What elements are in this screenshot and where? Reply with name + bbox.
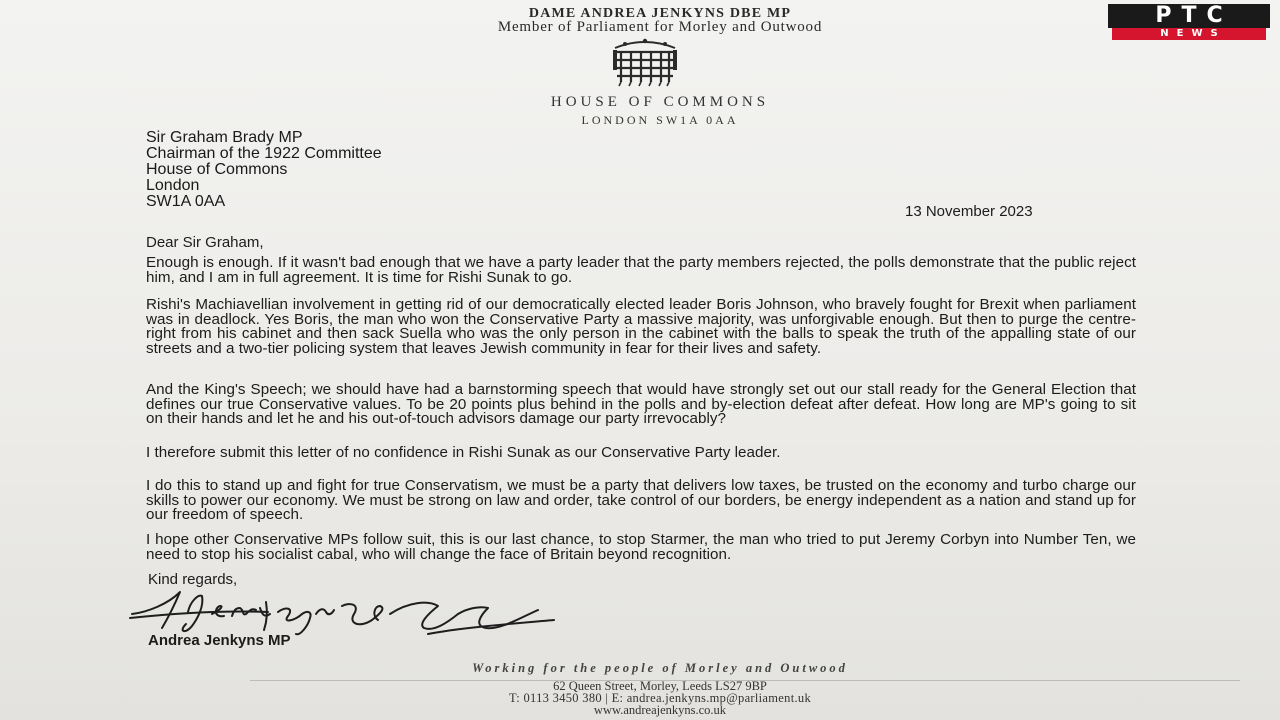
body-paragraph: And the King's Speech; we should have had a barnstorming speech that would have strongly set out our stall ready for the General Election that defines our true Conservative values. To be 20 points plus behind in the polls and by-election defeat after defeat. How long are MP's going to sit on their hands and let he and his out-of-touch advisors damage our party irrevocably?	[146, 381, 1136, 427]
footer-website: www.andreajenkyns.co.uk	[593, 703, 727, 717]
body-paragraph: I therefore submit this letter of no confidence in Rishi Sunak as our Conservative Party leader.	[146, 444, 781, 461]
recipient-line: SW1A 0AA	[146, 193, 226, 210]
recipient-line: Chairman of the 1922 Committee	[146, 145, 382, 162]
body-paragraph: I hope other Conservative MPs follow suit, this is our last chance, to stop Starmer, the man who tried to put Jeremy Corbyn into Number Ten, we need to stop his socialist cabal, who will change the face of Britain beyond recognition.	[146, 531, 1136, 563]
footer-contact: T: 0113 3450 380 | E: andrea.jenkyns.mp@parliament.uk	[508, 691, 812, 705]
signer-name: Andrea Jenkyns MP	[148, 632, 291, 649]
recipient-line: Sir Graham Brady MP	[146, 129, 303, 146]
body-paragraph: Enough is enough. If it wasn't bad enough that we have a party leader that the party members rejected, the polls demonstrate that the public reject him, and I am in full agreement. It is time for Rishi Sunak to go.	[146, 254, 1136, 286]
ptc-logo-sub: NEWS	[1112, 28, 1266, 40]
ptc-logo-brand: PTC	[1108, 4, 1270, 28]
letter-date: 13 November 2023	[905, 203, 1033, 220]
recipient-line: House of Commons	[146, 161, 288, 178]
letterhead-mp-name: DAME ANDREA JENKYNS DBE MP	[528, 6, 792, 21]
closing: Kind regards,	[148, 571, 238, 588]
footer-tagline: Working for the people of Morley and Outwood	[472, 661, 848, 675]
body-paragraph: I do this to stand up and fight for true Conservatism, we must be a party that delivers low taxes, be trusted on the economy and turbo charge our skills to power our economy. We must be strong on law and order, take control of our borders, be energy independent as a nation and stand up for our freedom of speech.	[146, 477, 1136, 523]
portcullis-icon	[611, 38, 679, 88]
salutation: Dear Sir Graham,	[146, 234, 264, 251]
recipient-address	[146, 130, 382, 210]
recipient-line: London	[146, 177, 200, 194]
footer-address: 62 Queen Street, Morley, Leeds LS27 9BP	[553, 679, 767, 693]
ptc-news-logo	[1108, 4, 1270, 40]
letterhead-mp-role: Member of Parliament for Morley and Outwood	[497, 19, 823, 35]
body-paragraph: Rishi's Machiavellian involvement in getting rid of our democratically elected leader Boris Johnson, who bravely fought for Brexit when parliament was in deadlock. Yes Boris, the man who won the Conservative Party a massive majority, was unforgivable enough. But then to purge the centre-right from his cabinet and then sack Suella who was the only person in the cabinet with the balls to speak the truth of the appalling state of our streets and a two-tier policing system that leaves Jewish community in fear for their lives and safety.	[146, 296, 1136, 357]
house-of-commons-heading: HOUSE OF COMMONS	[550, 94, 770, 110]
house-of-commons-address: LONDON SW1A 0AA	[581, 113, 739, 127]
